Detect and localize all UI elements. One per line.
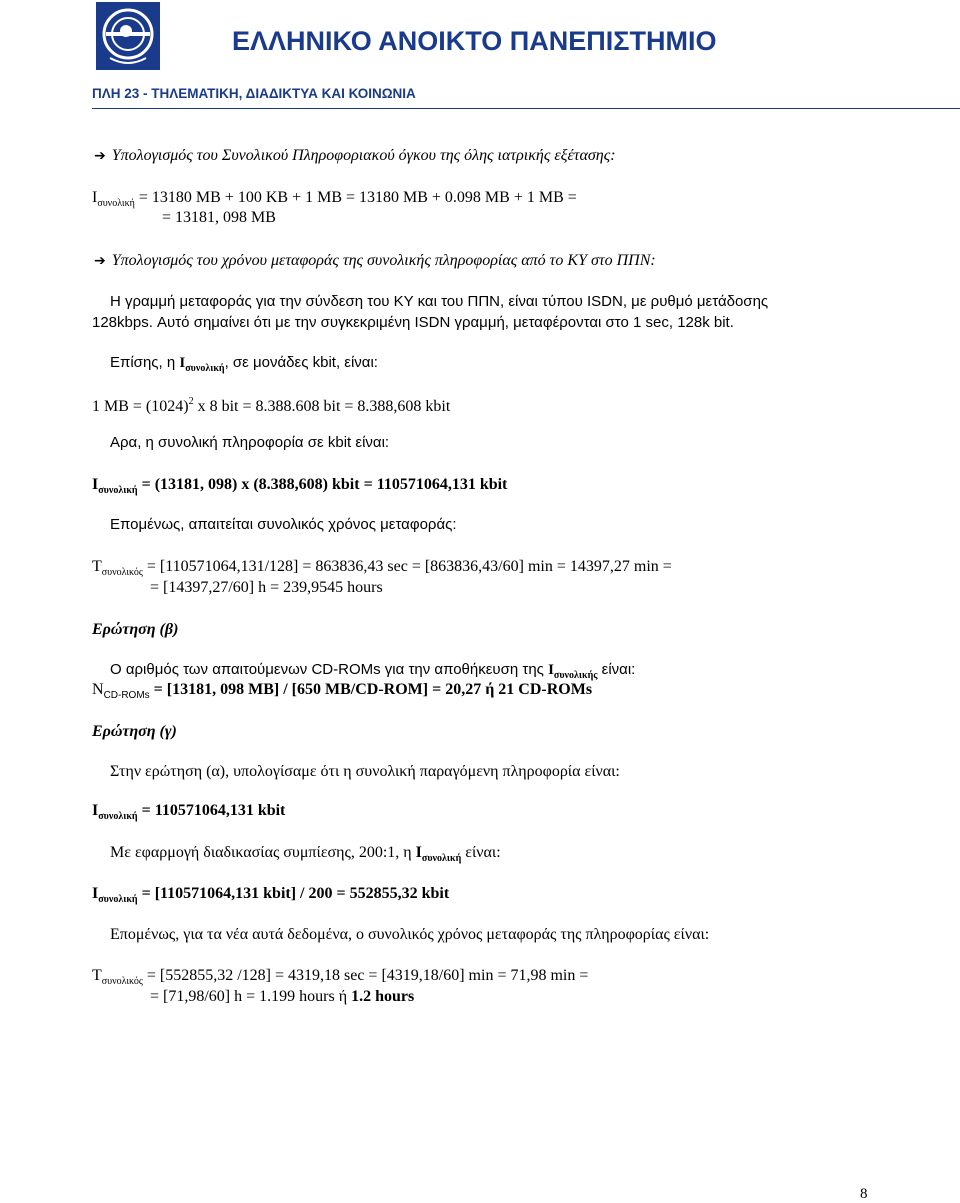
text: Με εφαρμογή διαδικασίας συμπίεσης, 200:1, η (110, 844, 416, 861)
subscript: συνολικός (101, 976, 143, 987)
line-kbit-total-intro: Αρα, η συνολική πληροφορία σε kbit είναι: (110, 434, 390, 451)
symbol: I (548, 662, 554, 678)
symbol: N (92, 681, 104, 698)
question-c-heading: Ερώτηση (γ) (92, 723, 177, 740)
line-total-volume-heading (94, 146, 616, 166)
symbol: I (92, 476, 99, 493)
line-compression-intro (110, 843, 501, 869)
arrow-right-icon: ➔ (94, 148, 106, 164)
subscript: συνολική (98, 894, 138, 905)
final-answer: 1.2 hours (351, 988, 415, 1005)
text: Υπολογισμός του Συνολικού Πληροφοριακού όγκου της όλης ιατρικής εξέτασης: (111, 147, 616, 164)
university-title: ΕΛΛΗΝΙΚΟ ΑΝΟΙΚΤΟ ΠΑΝΕΠΙΣΤΗΜΙΟ (232, 26, 717, 56)
subscript: συνολικής (553, 670, 598, 681)
text: x 8 bit = 8.388.608 bit = 8.388,608 kbit (193, 398, 451, 415)
symbol: I (415, 844, 422, 861)
text: = [110571064,131/128] = 863836,43 sec = [863836,43/60] min = 14397,27 min = (142, 558, 672, 575)
symbol: I (92, 885, 99, 902)
subscript: συνολική (421, 853, 462, 864)
subscript: συνολική (98, 811, 138, 822)
course-title: ΠΛΗ 23 - ΤΗΛΕΜΑΤΙΚΗ, ΔΙΑΔΙΚΤΥΑ ΚΑΙ ΚΟΙΝΩΝΙΑ (92, 86, 416, 101)
line-mb-conversion (92, 392, 450, 417)
text: Ο αριθμός των απαιτούμενων CD-ROMs για την αποθήκευση της (110, 661, 549, 678)
text: = 13180 MB + 100 KB + 1 MB = 13180 MB + 0.098 MB + 1 MB = (134, 189, 577, 206)
text: = [71,98/60] h = 1.199 hours ή (150, 988, 352, 1005)
line-compressed-kbit (92, 884, 449, 910)
text: = 110571064,131 kbit (137, 802, 286, 819)
line-transfer-time-result: = [14397,27/60] h = 239,9545 hours (150, 579, 383, 596)
subscript: συνολική (97, 198, 135, 209)
symbol: I (179, 355, 186, 371)
line-kbit-intro (110, 353, 378, 379)
symbol: I (92, 189, 98, 206)
line-c-total-kbit (92, 801, 285, 827)
symbol: T (92, 558, 102, 575)
line-c-intro: Στην ερώτηση (α), υπολογίσαμε ότι η συνολική παραγόμενη πληροφορία είναι: (110, 763, 620, 780)
header-divider (92, 108, 960, 109)
university-logo (96, 2, 160, 70)
line-cdrom-count (92, 680, 592, 706)
text: , σε μονάδες kbit, είναι: (224, 354, 378, 371)
text: = (13181, 098) x (8.388,608) kbit = 110571064,131 kbit (137, 476, 508, 493)
text: 1 MB = (1024) (92, 398, 189, 415)
line-new-time-intro: Επομένως, για τα νέα αυτά δεδομένα, ο συνολικός χρόνος μεταφοράς της πληροφορίας είναι: (110, 926, 710, 943)
line-isdn-rate: 128kbps. Αυτό σημαίνει ότι με την συγκεκριμένη ISDN γραμμή, μεταφέρονται στο 1 sec, 128k bit. (92, 314, 734, 331)
text: = [552855,32 /128] = 4319,18 sec = [4319,18/60] min = 71,98 min = (142, 967, 589, 984)
text: = [13181, 098 MB] / [650 MB/CD-ROM] = 20,27 ή 21 CD-ROMs (149, 681, 593, 698)
line-transfer-time-heading (94, 251, 656, 271)
subscript: συνολική (98, 485, 138, 496)
text: = [110571064,131 kbit] / 200 = 552855,32 kbit (137, 885, 450, 902)
text: Επίσης, η (110, 354, 180, 371)
subscript: συνολικός (101, 567, 143, 578)
symbol: I (92, 802, 99, 819)
superscript: 2 (188, 396, 194, 407)
page-number: 8 (860, 1186, 868, 1202)
line-total-volume-result: = 13181, 098 MB (162, 209, 276, 226)
line-total-kbit (92, 475, 507, 501)
line-isdn-description: Η γραμμή μεταφοράς για την σύνδεση του ΚΥ και του ΠΠΝ, είναι τύπου ISDN, με ρυθμό μετάδοσης (110, 293, 769, 310)
question-b-heading: Ερώτηση (β) (92, 621, 179, 638)
line-new-transfer-time-result (150, 987, 414, 1007)
arrow-right-icon: ➔ (94, 253, 106, 269)
subscript: συνολική (185, 363, 225, 374)
text: Υπολογισμός του χρόνου μεταφοράς της συνολικής πληροφορίας από το ΚΥ στο ΠΠΝ: (111, 252, 656, 269)
subscript: CD-ROMs (103, 690, 150, 701)
text: είναι: (597, 661, 636, 678)
line-time-intro: Επομένως, απαιτείται συνολικός χρόνος μεταφοράς: (110, 516, 457, 533)
symbol: T (92, 967, 102, 984)
text: είναι: (461, 844, 501, 861)
